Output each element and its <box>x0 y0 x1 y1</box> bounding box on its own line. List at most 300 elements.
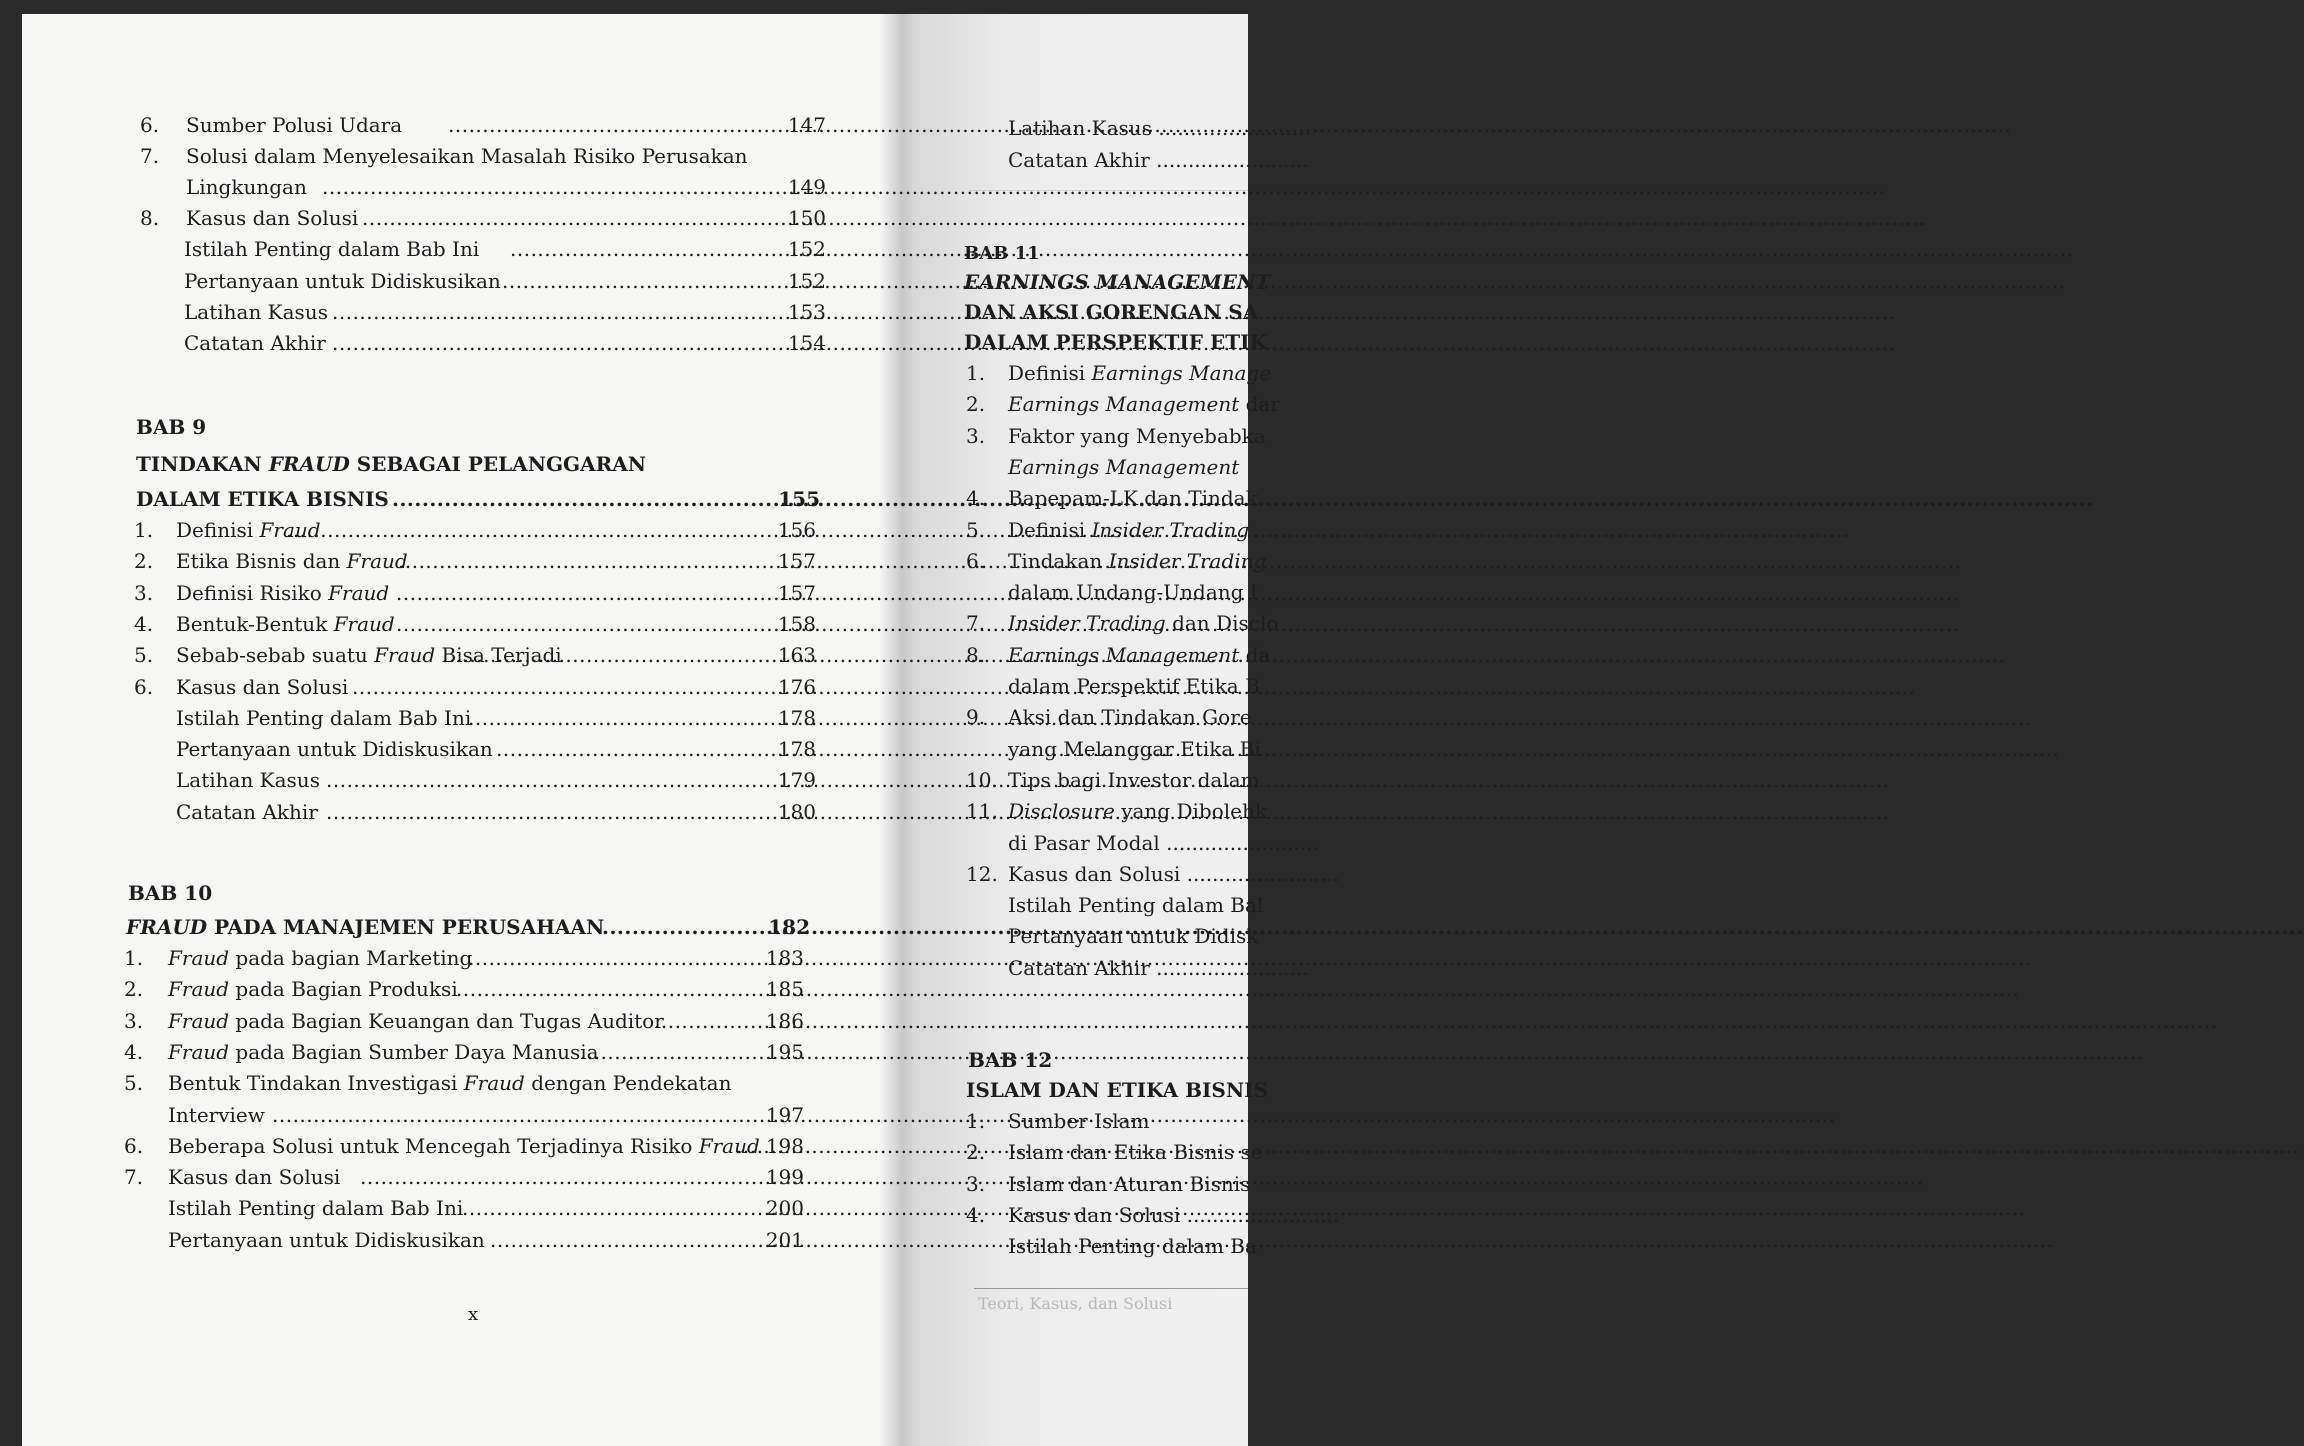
toc-entry <box>124 974 804 1005</box>
entry-title-text: dar <box>1239 392 1280 417</box>
entry-number: 10. <box>966 767 998 792</box>
entry-number: 7. <box>966 611 986 636</box>
entry-number: 6. <box>124 1133 144 1158</box>
entry-title-text: Istilah Penting dalam Bab Ini <box>176 705 472 730</box>
entry-title <box>176 672 348 703</box>
page-ref: 199 <box>765 1165 804 1190</box>
entry-title <box>1008 145 1309 176</box>
entry-number: 4. <box>134 611 154 636</box>
entry-title-text: Catatan Akhir <box>176 799 318 824</box>
entry-title <box>186 141 748 172</box>
toc-entry <box>140 266 826 297</box>
toc-entry <box>966 546 1267 577</box>
entry-title-text: Bapepam-LK dan Tindak <box>1008 486 1258 511</box>
entry-title <box>176 578 389 609</box>
page-ref: 180 <box>777 799 816 824</box>
toc-entry <box>966 358 1272 389</box>
toc-entry <box>966 1169 1251 1200</box>
entry-title <box>176 797 318 828</box>
toc-entry <box>124 1037 804 1068</box>
entry-title-text: Etika Bisnis dan <box>176 549 347 574</box>
entry-title-text: Catatan Akhir <box>1008 148 1150 172</box>
entry-title <box>168 1162 340 1193</box>
toc-entry <box>966 765 1260 796</box>
toc-entry <box>966 796 1268 827</box>
entry-title <box>1008 1106 1150 1137</box>
page-ref: 153 <box>787 300 826 324</box>
entry-title-text: Pertanyaan untuk Didisk <box>1008 924 1259 949</box>
page-ref: 158 <box>777 611 816 636</box>
leader-dots <box>326 797 760 828</box>
entry-number: 3. <box>134 580 154 605</box>
entry-title-italic: Fraud <box>168 977 230 1002</box>
toc-entry <box>134 734 816 765</box>
toc-entry <box>966 421 1266 452</box>
entry-title <box>1008 421 1266 452</box>
toc-entry <box>134 578 816 609</box>
entry-title <box>1008 921 1258 952</box>
entry-title <box>1008 452 1239 483</box>
leader-dots <box>286 515 760 546</box>
toc-entry <box>966 640 1271 671</box>
entry-number: 8. <box>966 642 986 667</box>
entry-title-text: Latihan Kasus <box>184 300 328 324</box>
leader-dots <box>322 172 766 203</box>
toc-entry <box>966 734 1261 765</box>
entry-title <box>1008 577 1258 608</box>
toc-entry <box>140 172 826 203</box>
leader-dots <box>362 203 766 234</box>
toc-entry <box>966 1200 1340 1231</box>
entry-title <box>1008 890 1263 921</box>
entry-title-text: Istilah Penting dalam Bal <box>1008 893 1264 918</box>
entry-title <box>184 297 328 328</box>
page-ref: 200 <box>765 1196 804 1221</box>
toc-entry <box>966 890 1264 921</box>
page-ref: 185 <box>765 977 804 1002</box>
toc-entry <box>966 452 1248 483</box>
entry-title-italic: Earnings Management <box>1008 454 1240 479</box>
page-number: x <box>468 1304 479 1325</box>
entry-title-text: Istilah Penting dalam Bab Ini <box>184 237 480 261</box>
entry-title <box>186 203 358 234</box>
entry-title-text: Aksi dan Tindakan Gore <box>1008 705 1252 730</box>
leader-dots: ........................ <box>1180 1202 1340 1227</box>
entry-title <box>168 1068 731 1099</box>
toc-entry <box>966 921 1259 952</box>
page-ref: 149 <box>787 175 826 199</box>
running-footer: Teori, Kasus, dan Solusi <box>978 1294 1173 1313</box>
entry-title-italic: Insider Trading <box>1108 548 1267 573</box>
toc-entry <box>134 546 816 577</box>
entry-title <box>1008 828 1319 859</box>
leader-dots <box>468 943 754 974</box>
entry-number: 3. <box>966 423 986 448</box>
entry-number: 7. <box>140 144 160 168</box>
chapter-title <box>136 449 646 480</box>
leader-dots <box>360 1162 754 1193</box>
entry-title-text: Lingkungan <box>186 175 307 199</box>
leader-dots <box>392 484 776 515</box>
entry-title-text: Faktor yang Menyebabka <box>1008 423 1266 448</box>
leader-dots <box>502 266 766 297</box>
entry-title-text: Tips bagi Investor dalam <box>1008 767 1260 792</box>
entry-title-text: Pertanyaan untuk Didiskusikan <box>168 1227 485 1252</box>
leader-dots <box>272 1100 754 1131</box>
entry-title <box>176 609 395 640</box>
chapter-title: DAN AKSI GORENGAN SA <box>964 300 1259 324</box>
leader-dots <box>602 912 758 943</box>
entry-title-text: Definisi <box>1008 361 1092 385</box>
page-ref: 157 <box>777 580 816 605</box>
entry-number: 3. <box>966 1171 986 1196</box>
entry-title <box>1008 546 1266 577</box>
toc-entry <box>134 765 816 796</box>
entry-title-text: Kasus dan Solusi <box>168 1165 341 1190</box>
toc-entry <box>966 828 1319 859</box>
entry-number: 2. <box>124 977 144 1002</box>
toc-entry <box>124 1006 804 1037</box>
toc-entry <box>124 1100 804 1131</box>
entry-title-italic: Fraud <box>168 1008 230 1033</box>
entry-title <box>1008 1137 1263 1168</box>
entry-title-text: Definisi <box>176 518 260 542</box>
entry-title-italic: Fraud <box>698 1133 760 1158</box>
entry-title-text: Tindakan <box>1008 548 1109 573</box>
page-ref: 152 <box>787 269 826 293</box>
toc-entry <box>966 113 1311 144</box>
chapter-label: BAB 11 <box>964 243 1040 264</box>
entry-title-text: pada bagian Marketing <box>229 946 473 970</box>
toc-entry <box>134 672 816 703</box>
leader-dots <box>396 578 760 609</box>
leader-dots <box>654 1006 754 1037</box>
toc-entry <box>140 141 826 172</box>
leader-dots <box>736 1131 754 1162</box>
entry-title-italic: Earnings Management <box>1008 642 1240 667</box>
entry-title-text: Bentuk-Bentuk <box>176 611 334 636</box>
page-ref: 163 <box>777 643 816 668</box>
leader-dots: ........................ <box>1149 955 1309 980</box>
toc-entry <box>126 912 810 943</box>
entry-title-text: dalam Undang-Undang I <box>1008 580 1258 605</box>
leader-dots <box>332 297 766 328</box>
toc-entry <box>140 110 826 141</box>
chapter-label: BAB 12 <box>968 1048 1053 1072</box>
entry-title <box>168 943 472 974</box>
entry-title-text: Interview <box>168 1102 265 1127</box>
entry-title-text: pada Bagian Keuangan dan Tugas Auditor <box>229 1008 664 1033</box>
toc-entry <box>124 943 804 974</box>
chapter-label: BAB 10 <box>128 881 213 905</box>
entry-title <box>136 484 389 515</box>
leader-dots: ........................ <box>1151 116 1311 140</box>
entry-title-italic: Fraud <box>168 1039 230 1064</box>
entry-title <box>1008 483 1258 514</box>
toc-entry <box>124 1225 804 1256</box>
entry-number: 1. <box>124 946 144 970</box>
entry-title-italic: Earnings Management <box>1008 392 1240 417</box>
entry-number: 9. <box>966 705 986 730</box>
entry-number: 1. <box>966 361 986 385</box>
entry-title <box>176 546 408 577</box>
page-ref: 157 <box>777 549 816 574</box>
leader-dots <box>468 703 760 734</box>
toc-entry <box>124 1193 804 1224</box>
entry-title <box>1008 859 1339 890</box>
leader-dots <box>326 765 760 796</box>
chapter-title <box>126 912 604 943</box>
entry-title-text: Definisi Risiko <box>176 580 329 605</box>
entry-title <box>176 734 493 765</box>
entry-title <box>1008 1200 1339 1231</box>
toc-entry <box>124 1131 804 1162</box>
page-ref: 183 <box>765 946 804 970</box>
entry-number: 8. <box>140 206 160 230</box>
entry-title-italic: Insider Trading <box>1008 611 1166 636</box>
toc-entry <box>966 389 1280 420</box>
entry-title <box>168 1100 265 1131</box>
page-ref: 186 <box>765 1008 804 1033</box>
chapter-title-italic: FRAUD <box>268 452 350 476</box>
entry-title-text: Bentuk Tindakan Investigasi <box>168 1071 464 1096</box>
leader-dots: ........................ <box>1180 861 1340 886</box>
leader-dots: ........................ <box>1149 148 1309 172</box>
leader-dots <box>442 640 760 671</box>
entry-number: 5. <box>124 1071 144 1096</box>
entry-title-text: dengan Pendekatan <box>524 1071 732 1096</box>
leader-dots <box>448 110 766 141</box>
toc-entry <box>966 1106 1248 1137</box>
entry-title-italic: Fraud <box>374 643 436 668</box>
entry-number: 7. <box>124 1165 144 1190</box>
entry-title-text: dalam Perspektif Etika B <box>1008 674 1260 698</box>
entry-title <box>176 703 471 734</box>
entry-title <box>1008 640 1270 671</box>
entry-number: 4. <box>966 486 986 511</box>
toc-entry <box>966 953 1309 984</box>
entry-title-text: Pertanyaan untuk Didiskusikan <box>184 269 501 293</box>
toc-entry <box>966 145 1309 176</box>
entry-title <box>1008 515 1249 546</box>
entry-title-text: Beberapa Solusi untuk Mencegah Terjadinya Risiko <box>168 1133 699 1158</box>
entry-title-text: yang Dibolehk <box>1114 799 1268 824</box>
entry-title <box>168 974 458 1005</box>
entry-title-text: Istilah Penting dalam Ba <box>1008 1234 1257 1259</box>
entry-number: 12. <box>966 861 998 886</box>
toc-entry <box>966 859 1340 890</box>
toc-entry <box>124 1162 804 1193</box>
toc-entry <box>134 640 816 671</box>
entry-title-italic: Fraud <box>463 1071 525 1096</box>
entry-number: 6. <box>140 113 160 137</box>
page-ref: 176 <box>777 674 816 699</box>
toc-entry <box>966 1231 1257 1262</box>
toc-entry <box>134 609 816 640</box>
toc-entry <box>134 703 816 734</box>
entry-number: 5. <box>966 517 986 542</box>
page-ref: 154 <box>787 331 826 355</box>
entry-title <box>1008 702 1252 733</box>
leader-dots <box>352 672 760 703</box>
entry-title <box>1008 796 1267 827</box>
entry-title-text: Kasus dan Solusi <box>1008 861 1181 886</box>
entry-number: 11. <box>966 799 998 824</box>
entry-title-text: Kasus dan Solusi <box>176 674 349 699</box>
entry-number: 3. <box>124 1008 144 1033</box>
entry-title-text: Bisa Terjadi <box>435 643 562 668</box>
page-ref: 155 <box>778 487 820 511</box>
entry-title <box>184 234 479 265</box>
entry-title-text: pada Bagian Sumber Daya Manusia <box>229 1039 599 1064</box>
entry-number: 5. <box>134 643 154 668</box>
entry-title-text: di Pasar Modal <box>1008 830 1160 855</box>
entry-title-text: da <box>1239 642 1271 667</box>
entry-number: 6. <box>134 674 154 699</box>
entry-title <box>1008 389 1280 420</box>
leader-dots: ........................ <box>1159 830 1319 855</box>
entry-title-text: dan Disclo <box>1165 611 1279 636</box>
entry-title <box>184 328 326 359</box>
page-ref: 195 <box>765 1039 804 1064</box>
toc-entry <box>140 203 826 234</box>
entry-title-text: Kasus dan Solusi <box>1008 1202 1181 1227</box>
entry-title-italic: Fraud <box>333 611 395 636</box>
entry-title <box>168 1037 599 1068</box>
entry-title-italic: Fraud <box>259 518 321 542</box>
entry-title-italic: Insider Trading <box>1091 517 1250 542</box>
entry-title <box>1008 358 1271 389</box>
leader-dots <box>490 1225 754 1256</box>
entry-number: 1. <box>966 1109 986 1133</box>
entry-title <box>1008 1231 1257 1262</box>
toc-entry <box>124 1068 804 1099</box>
divider <box>970 190 1248 191</box>
entry-title-text: Kasus dan Solusi <box>186 206 359 230</box>
leader-dots <box>456 974 754 1005</box>
page-ref: 178 <box>777 737 816 762</box>
entry-number: 4. <box>124 1039 144 1064</box>
entry-title-text: Catatan Akhir <box>184 331 326 355</box>
entry-title-text: Definisi <box>1008 517 1092 542</box>
entry-title-italic: Fraud <box>168 946 230 970</box>
chapter-title: EARNINGS MANAGEMENT <box>964 270 1271 294</box>
entry-number: 4. <box>966 1202 986 1227</box>
entry-title-italic: Earnings Manage <box>1091 361 1272 385</box>
toc-entry <box>134 515 816 546</box>
entry-number: 2. <box>966 392 986 417</box>
entry-title-italic: Fraud <box>328 580 390 605</box>
toc-entry <box>140 297 826 328</box>
entry-title-text: yang Melanggar Etika Bi <box>1008 736 1261 761</box>
toc-entry <box>140 328 826 359</box>
toc-entry <box>966 483 1258 514</box>
entry-title <box>186 110 402 141</box>
entry-title-text: Latihan Kasus <box>176 768 320 793</box>
page-ref: 179 <box>777 768 816 793</box>
entry-title <box>1008 734 1261 765</box>
page-ref: 150 <box>787 206 826 230</box>
toc-entry <box>966 515 1248 546</box>
entry-title-text: Islam dan Etika Bisnis se <box>1008 1140 1263 1165</box>
leader-dots <box>580 1037 754 1068</box>
entry-title <box>1008 608 1278 639</box>
leader-dots <box>496 734 760 765</box>
entry-number: 2. <box>966 1140 986 1165</box>
entry-number: 2. <box>134 549 154 574</box>
leader-dots <box>398 546 760 577</box>
leader-dots <box>332 328 766 359</box>
entry-title <box>168 1006 664 1037</box>
toc-entry <box>966 577 1258 608</box>
entry-title-text: Sumber Islam <box>1008 1109 1150 1133</box>
leader-dots <box>510 234 766 265</box>
page-ref: 182 <box>768 915 810 939</box>
chapter-title: DALAM PERSPEKTIF ETIK <box>964 330 1267 354</box>
entry-title-text: Sumber Polusi Udara <box>186 113 403 137</box>
toc-entry <box>134 797 816 828</box>
entry-title <box>1008 113 1311 144</box>
chapter-title: ISLAM DAN ETIKA BISNIS <box>966 1078 1268 1102</box>
entry-title <box>1008 671 1260 702</box>
chapter-title-italic: FRAUD <box>126 915 208 939</box>
entry-title-text: Solusi dalam Menyelesaikan Masalah Risiko Perusakan <box>186 144 748 168</box>
chapter-title-text: TINDAKAN <box>136 452 269 476</box>
entry-title <box>1008 1169 1250 1200</box>
entry-title-italic: Fraud <box>346 549 408 574</box>
page-ref: 198 <box>765 1133 804 1158</box>
entry-title-text: Latihan Kasus <box>1008 116 1152 140</box>
entry-title <box>176 765 320 796</box>
chapter-label: BAB 9 <box>136 415 207 439</box>
leader-dots <box>462 1193 754 1224</box>
divider <box>974 1288 1248 1289</box>
entry-title-text: pada Bagian Produksi <box>229 977 458 1002</box>
entry-title-italic: Disclosure <box>1008 799 1115 824</box>
entry-title <box>184 266 501 297</box>
entry-title-text: Catatan Akhir <box>1008 955 1150 980</box>
entry-number: 6. <box>966 548 986 573</box>
entry-title <box>168 1193 463 1224</box>
entry-title-text: Sebab-sebab suatu <box>176 643 375 668</box>
entry-title <box>168 1225 485 1256</box>
chapter-title-text: PADA MANAJEMEN PERUSAHAAN <box>207 915 605 939</box>
chapter-title-text: SEBAGAI PELANGGARAN <box>349 452 647 476</box>
page-ref: 152 <box>787 237 826 261</box>
page-ref: 147 <box>787 113 826 137</box>
toc-entry <box>136 484 820 515</box>
page-ref: 201 <box>765 1227 804 1252</box>
entry-title-text: Islam dan Aturan Bisnis <box>1008 1171 1251 1196</box>
entry-title <box>1008 765 1260 796</box>
page-ref: 197 <box>765 1102 804 1127</box>
leader-dots <box>396 609 760 640</box>
entry-title <box>186 172 307 203</box>
page-ref: 156 <box>777 518 816 542</box>
entry-title <box>1008 953 1309 984</box>
page-ref: 178 <box>777 705 816 730</box>
toc-entry <box>966 1137 1263 1168</box>
toc-entry <box>966 702 1252 733</box>
entry-title-text: Pertanyaan untuk Didiskusikan <box>176 737 493 762</box>
chapter-title-text: DALAM ETIKA BISNIS <box>136 487 389 511</box>
entry-number: 1. <box>134 518 154 542</box>
toc-entry <box>966 671 1260 702</box>
entry-title-text: Istilah Penting dalam Bab Ini <box>168 1196 464 1221</box>
entry-title <box>168 1131 760 1162</box>
toc-entry <box>140 234 826 265</box>
toc-entry <box>966 608 1279 639</box>
